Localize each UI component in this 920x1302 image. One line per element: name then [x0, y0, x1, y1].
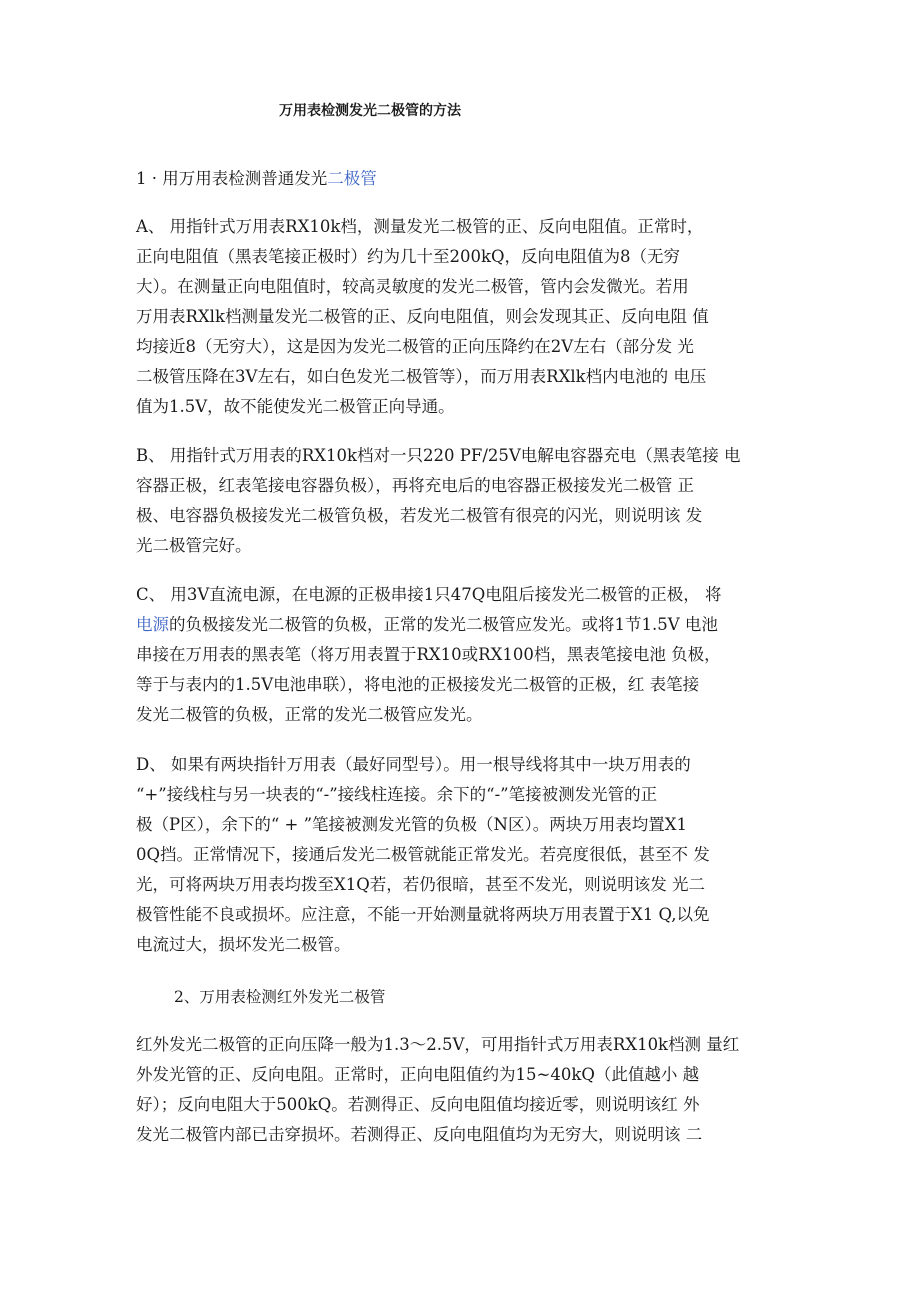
- paragraph-d: [136, 750, 781, 960]
- paragraph-line: 极（P区），余下的“ + ”笔接被测发光管的负极（N区）。两块万用表均置X1: [136, 815, 687, 834]
- paragraph-c: [136, 580, 781, 730]
- paragraph-line: 0Q挡。正常情况下，接通后发光二极管就能正常发光。若亮度很低，甚至不 发: [136, 845, 710, 864]
- paragraph-line: 串接在万用表的黑表笔（将万用表置于RX10或RX100档，黑表笔接电池 负极，: [136, 645, 721, 664]
- paragraph-line: 值为1.5V，故不能使发光二极管正向导通。: [136, 397, 455, 416]
- paragraph-line: D、 如果有两块指针万用表（最好同型号）。用一根导线将其中一块万用表的: [136, 755, 691, 774]
- paragraph-line: 等于与表内的1.5V电池串联），将电池的正极接发光二极管的正极，红 表笔接: [136, 675, 700, 694]
- paragraph-a: [136, 212, 781, 422]
- paragraph-line: 均接近8（无穷大），这是因为发光二极管的正向压降约在2V左右（部分发 光: [136, 337, 694, 356]
- power-supply-link[interactable]: 电源: [136, 615, 169, 634]
- paragraph-line: A、 用指针式万用表RX10k档，测量发光二极管的正、反向电阻值。正常时，: [136, 217, 704, 236]
- section-heading-1-text: 1 · 用万用表检测普通发光: [136, 169, 328, 188]
- paragraph-line: 发光二极管的负极，正常的发光二极管应发光。: [136, 705, 483, 724]
- paragraph-line-rest: 的负极接发光二极管的负极，正常的发光二极管应发光。或将1节1.5V 电池: [169, 615, 718, 634]
- paragraph-line: 发光二极管内部已击穿损坏。若测得正、反向电阻值均为无穷大，则说明该 二: [136, 1125, 703, 1144]
- paragraph-e: [136, 1030, 781, 1150]
- paragraph-line: C、 用3V直流电源，在电源的正极串接1只47Q电阻后接发光二极管的正极， 将: [136, 585, 722, 604]
- paragraph-line: “+”接线柱与另一块表的“-”接线柱连接。余下的“-”笔接被测发光管的正: [136, 785, 658, 804]
- paragraph-line: 万用表RXlk档测量发光二极管的正、反向电阻值，则会发现其正、反向电阻 值: [136, 307, 709, 326]
- paragraph-line: 二极管压降在3V左右，如白色发光二极管等），而万用表RXlk档内电池的 电压: [136, 367, 707, 386]
- paragraph-line: 容器正极，红表笔接电容器负极），再将充电后的电容器正极接发光二极管 正: [136, 476, 694, 495]
- paragraph-line: 红外发光二极管的正向压降一般为1.3～2.5V，可用指针式万用表RX10k档测 量红: [136, 1035, 740, 1054]
- diode-link[interactable]: 二极管: [327, 169, 377, 188]
- section-heading-1: [136, 165, 377, 189]
- paragraph-line: 极、电容器负极接发光二极管负极，若发光二极管有很亮的闪光，则说明该 发: [136, 506, 703, 525]
- paragraph-line: 大）。在测量正向电阻值时，较高灵敏度的发光二极管，管内会发微光。若用: [136, 277, 689, 296]
- paragraph-line: [136, 610, 781, 640]
- paragraph-line: 光，可将两块万用表均拨至X1Q若，若仍很暗，甚至不发光，则说明该发 光二: [136, 875, 706, 894]
- document-title: 万用表检测发光二极管的方法: [279, 103, 461, 119]
- paragraph-line: 极管性能不良或损坏。应注意，不能一开始测量就将两块万用表置于X1 Q,以免: [136, 905, 710, 924]
- paragraph-line: B、 用指针式万用表的RX10k档对一只220 PF/25V电解电容器充电（黑表笔接 电: [136, 446, 741, 465]
- paragraph-line: 光二极管完好。: [136, 536, 252, 555]
- paragraph-line: 好）；反向电阻大于500kQ。若测得正、反向电阻值均接近零，则说明该红 外: [136, 1095, 700, 1114]
- paragraph-line: 电流过大，损坏发光二极管。: [136, 935, 351, 954]
- paragraph-line: 正向电阻值（黑表笔接正极时）约为几十至200kQ，反向电阻值为8（无穷: [136, 247, 681, 266]
- section-heading-2: 2、万用表检测红外发光二极管: [174, 988, 386, 1006]
- paragraph-line: 外发光管的正、反向电阻。正常时，正向电阻值约为15~40kQ（此值越小 越: [136, 1065, 700, 1084]
- paragraph-b: [136, 441, 781, 561]
